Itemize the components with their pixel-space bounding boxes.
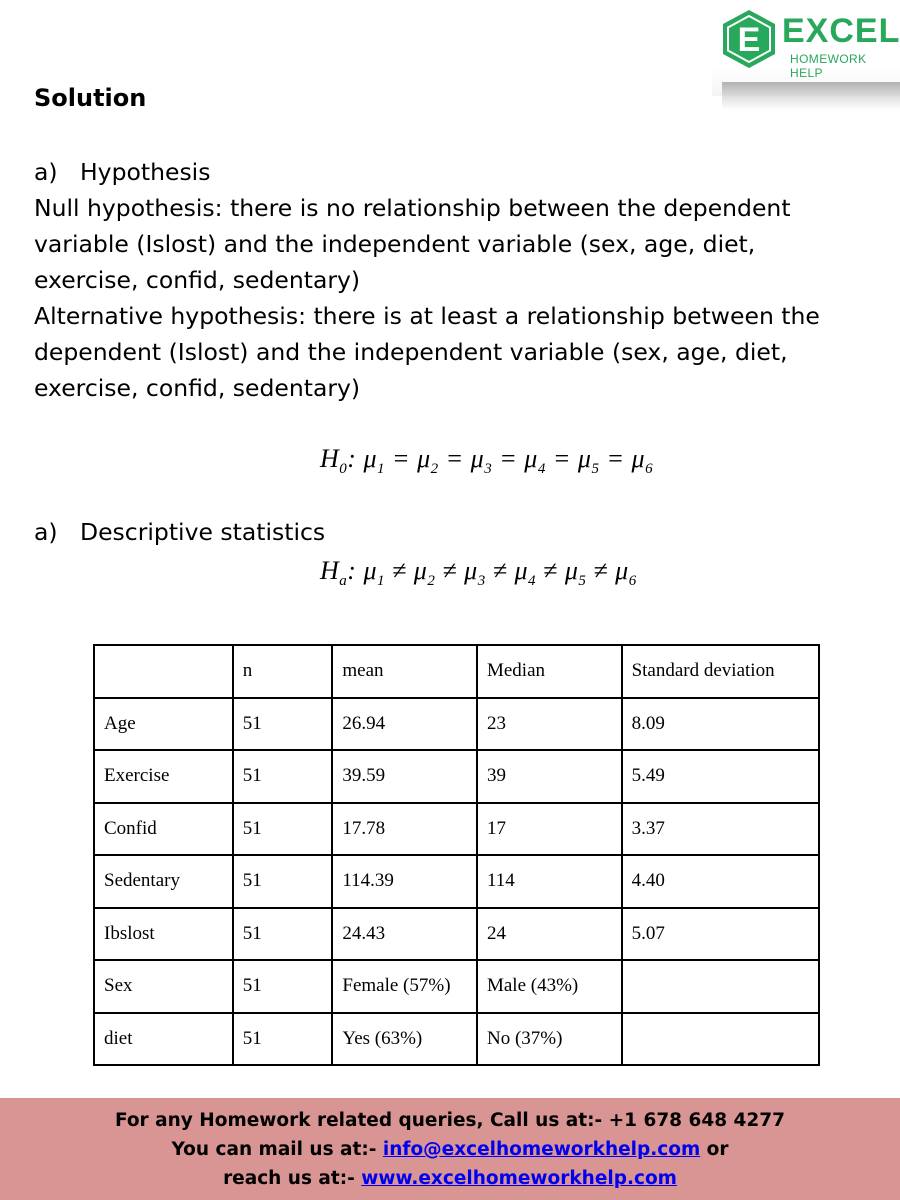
logo-subtitle: HOMEWORK HELP: [790, 52, 867, 80]
section-title: Hypothesis: [80, 158, 211, 186]
formula-operator: ≠: [485, 556, 515, 585]
table-cell: 5.49: [622, 750, 819, 803]
table-cell: No (37%): [477, 1013, 622, 1066]
formula-operator: =: [385, 444, 418, 473]
table-cell: 114: [477, 855, 622, 908]
table-cell: 51: [233, 1013, 333, 1066]
table-cell: 23: [477, 698, 622, 751]
formula-operator: ≠: [536, 556, 565, 585]
table-cell: 39: [477, 750, 622, 803]
section-title: Descriptive statistics: [80, 518, 326, 546]
website-link[interactable]: www.excelhomeworkhelp.com: [361, 1168, 677, 1189]
footer-email-suffix: or: [700, 1139, 729, 1160]
logo-wordmark: EXCEL: [782, 12, 900, 50]
formula-mean-term: $\mu_3$: [464, 556, 486, 590]
formula-hypothesis-symbol: $H_a$:: [320, 556, 364, 590]
table-cell: 51: [233, 855, 333, 908]
logo-shadow: [722, 82, 900, 110]
logo-letter: E: [737, 21, 761, 59]
table-row: [94, 750, 819, 803]
formula-mean-term: $\mu_4$: [514, 556, 537, 590]
table-header-cell: mean: [332, 645, 477, 698]
formula-mean-term: $\mu_1$: [363, 444, 386, 478]
formula-operator: =: [545, 444, 578, 473]
table-cell: Yes (63%): [332, 1013, 477, 1066]
table-cell: 26.94: [332, 698, 477, 751]
table-row: [94, 1013, 819, 1066]
table-cell: 51: [233, 960, 333, 1013]
footer-email-prefix: You can mail us at:-: [171, 1139, 383, 1160]
table-cell: 17.78: [332, 803, 477, 856]
alternative-hypothesis-formula: [320, 556, 637, 590]
formula-operator: ≠: [435, 556, 465, 585]
list-label: a): [34, 158, 58, 186]
footer-email-line: [0, 1135, 900, 1164]
table-cell: Ibslost: [94, 908, 233, 961]
table-cell: 17: [477, 803, 622, 856]
formula-mean-term: $\mu_6$: [631, 444, 654, 478]
table-cell: Female (57%): [332, 960, 477, 1013]
alt-hypothesis-line-2: dependent (Islost) and the independent variable (sex, age, diet,: [34, 338, 788, 366]
formula-mean-term: $\mu_4$: [524, 444, 546, 478]
footer-website-prefix: reach us at:-: [223, 1168, 362, 1189]
page-title: Solution: [34, 84, 147, 112]
table-header-cell: Median: [477, 645, 622, 698]
table-cell: diet: [94, 1013, 233, 1066]
table-row: [94, 855, 819, 908]
table-header-cell: n: [233, 645, 333, 698]
formula-operator: =: [438, 444, 471, 473]
footer-phone-line: For any Homework related queries, Call us at:- +1 678 648 4277: [114, 1110, 786, 1131]
table-cell: Sex: [94, 960, 233, 1013]
table-row: [94, 698, 819, 751]
table-cell: Sedentary: [94, 855, 233, 908]
table-cell: 51: [233, 803, 333, 856]
excel-logo-icon: [718, 8, 780, 70]
list-label: a): [34, 518, 58, 546]
table-cell: 24.43: [332, 908, 477, 961]
formula-mean-term: $\mu_2$: [413, 556, 436, 590]
formula-mean-term: $\mu_1$: [363, 556, 386, 590]
footer-website-line: [0, 1164, 900, 1193]
table-cell: 8.09: [622, 698, 819, 751]
table-cell: Age: [94, 698, 233, 751]
alt-hypothesis-line-3: exercise, confid, sedentary): [34, 374, 361, 402]
table-cell: 51: [233, 908, 333, 961]
formula-operator: =: [492, 444, 525, 473]
table-cell: Male (43%): [477, 960, 622, 1013]
contact-footer: [0, 1098, 900, 1200]
alt-hypothesis-line-1: Alternative hypothesis: there is at least a relationship between the: [34, 302, 820, 330]
table-cell: 114.39: [332, 855, 477, 908]
table-cell: 51: [233, 698, 333, 751]
formula-operator: =: [599, 444, 632, 473]
table-row: [94, 908, 819, 961]
formula-mean-term: $\mu_3$: [470, 444, 493, 478]
table-header-cell: [94, 645, 233, 698]
table-cell: 4.40: [622, 855, 819, 908]
formula-mean-term: $\mu_2$: [417, 444, 439, 478]
descriptive-statistics-table: [93, 644, 820, 1066]
table-header-row: [94, 645, 819, 698]
table-cell: 5.07: [622, 908, 819, 961]
hypothesis-section: [34, 154, 864, 406]
table-row: [94, 960, 819, 1013]
formula-operator: ≠: [385, 556, 414, 585]
table-cell: Exercise: [94, 750, 233, 803]
formula-hypothesis-symbol: $H_0$:: [320, 444, 364, 478]
null-hypothesis-line-3: exercise, confid, sedentary): [34, 266, 361, 294]
table-header-cell: Standard deviation: [622, 645, 819, 698]
formula-operator: ≠: [586, 556, 616, 585]
descriptive-stats-heading: [34, 514, 864, 550]
table-cell: [622, 1013, 819, 1066]
email-link[interactable]: info@excelhomeworkhelp.com: [382, 1139, 701, 1160]
formula-mean-term: $\mu_6$: [615, 556, 637, 590]
formula-mean-term: $\mu_5$: [577, 444, 600, 478]
table-cell: 39.59: [332, 750, 477, 803]
null-hypothesis-line-1: Null hypothesis: there is no relationship between the dependent: [34, 194, 791, 222]
null-hypothesis-formula: [320, 444, 653, 478]
section-heading: [34, 154, 864, 190]
table-cell: [622, 960, 819, 1013]
null-hypothesis-line-2: variable (Islost) and the independent variable (sex, age, diet,: [34, 230, 756, 258]
table-cell: 51: [233, 750, 333, 803]
table-cell: 3.37: [622, 803, 819, 856]
table-cell: Confid: [94, 803, 233, 856]
table-cell: 24: [477, 908, 622, 961]
formula-mean-term: $\mu_5$: [564, 556, 587, 590]
table-row: [94, 803, 819, 856]
